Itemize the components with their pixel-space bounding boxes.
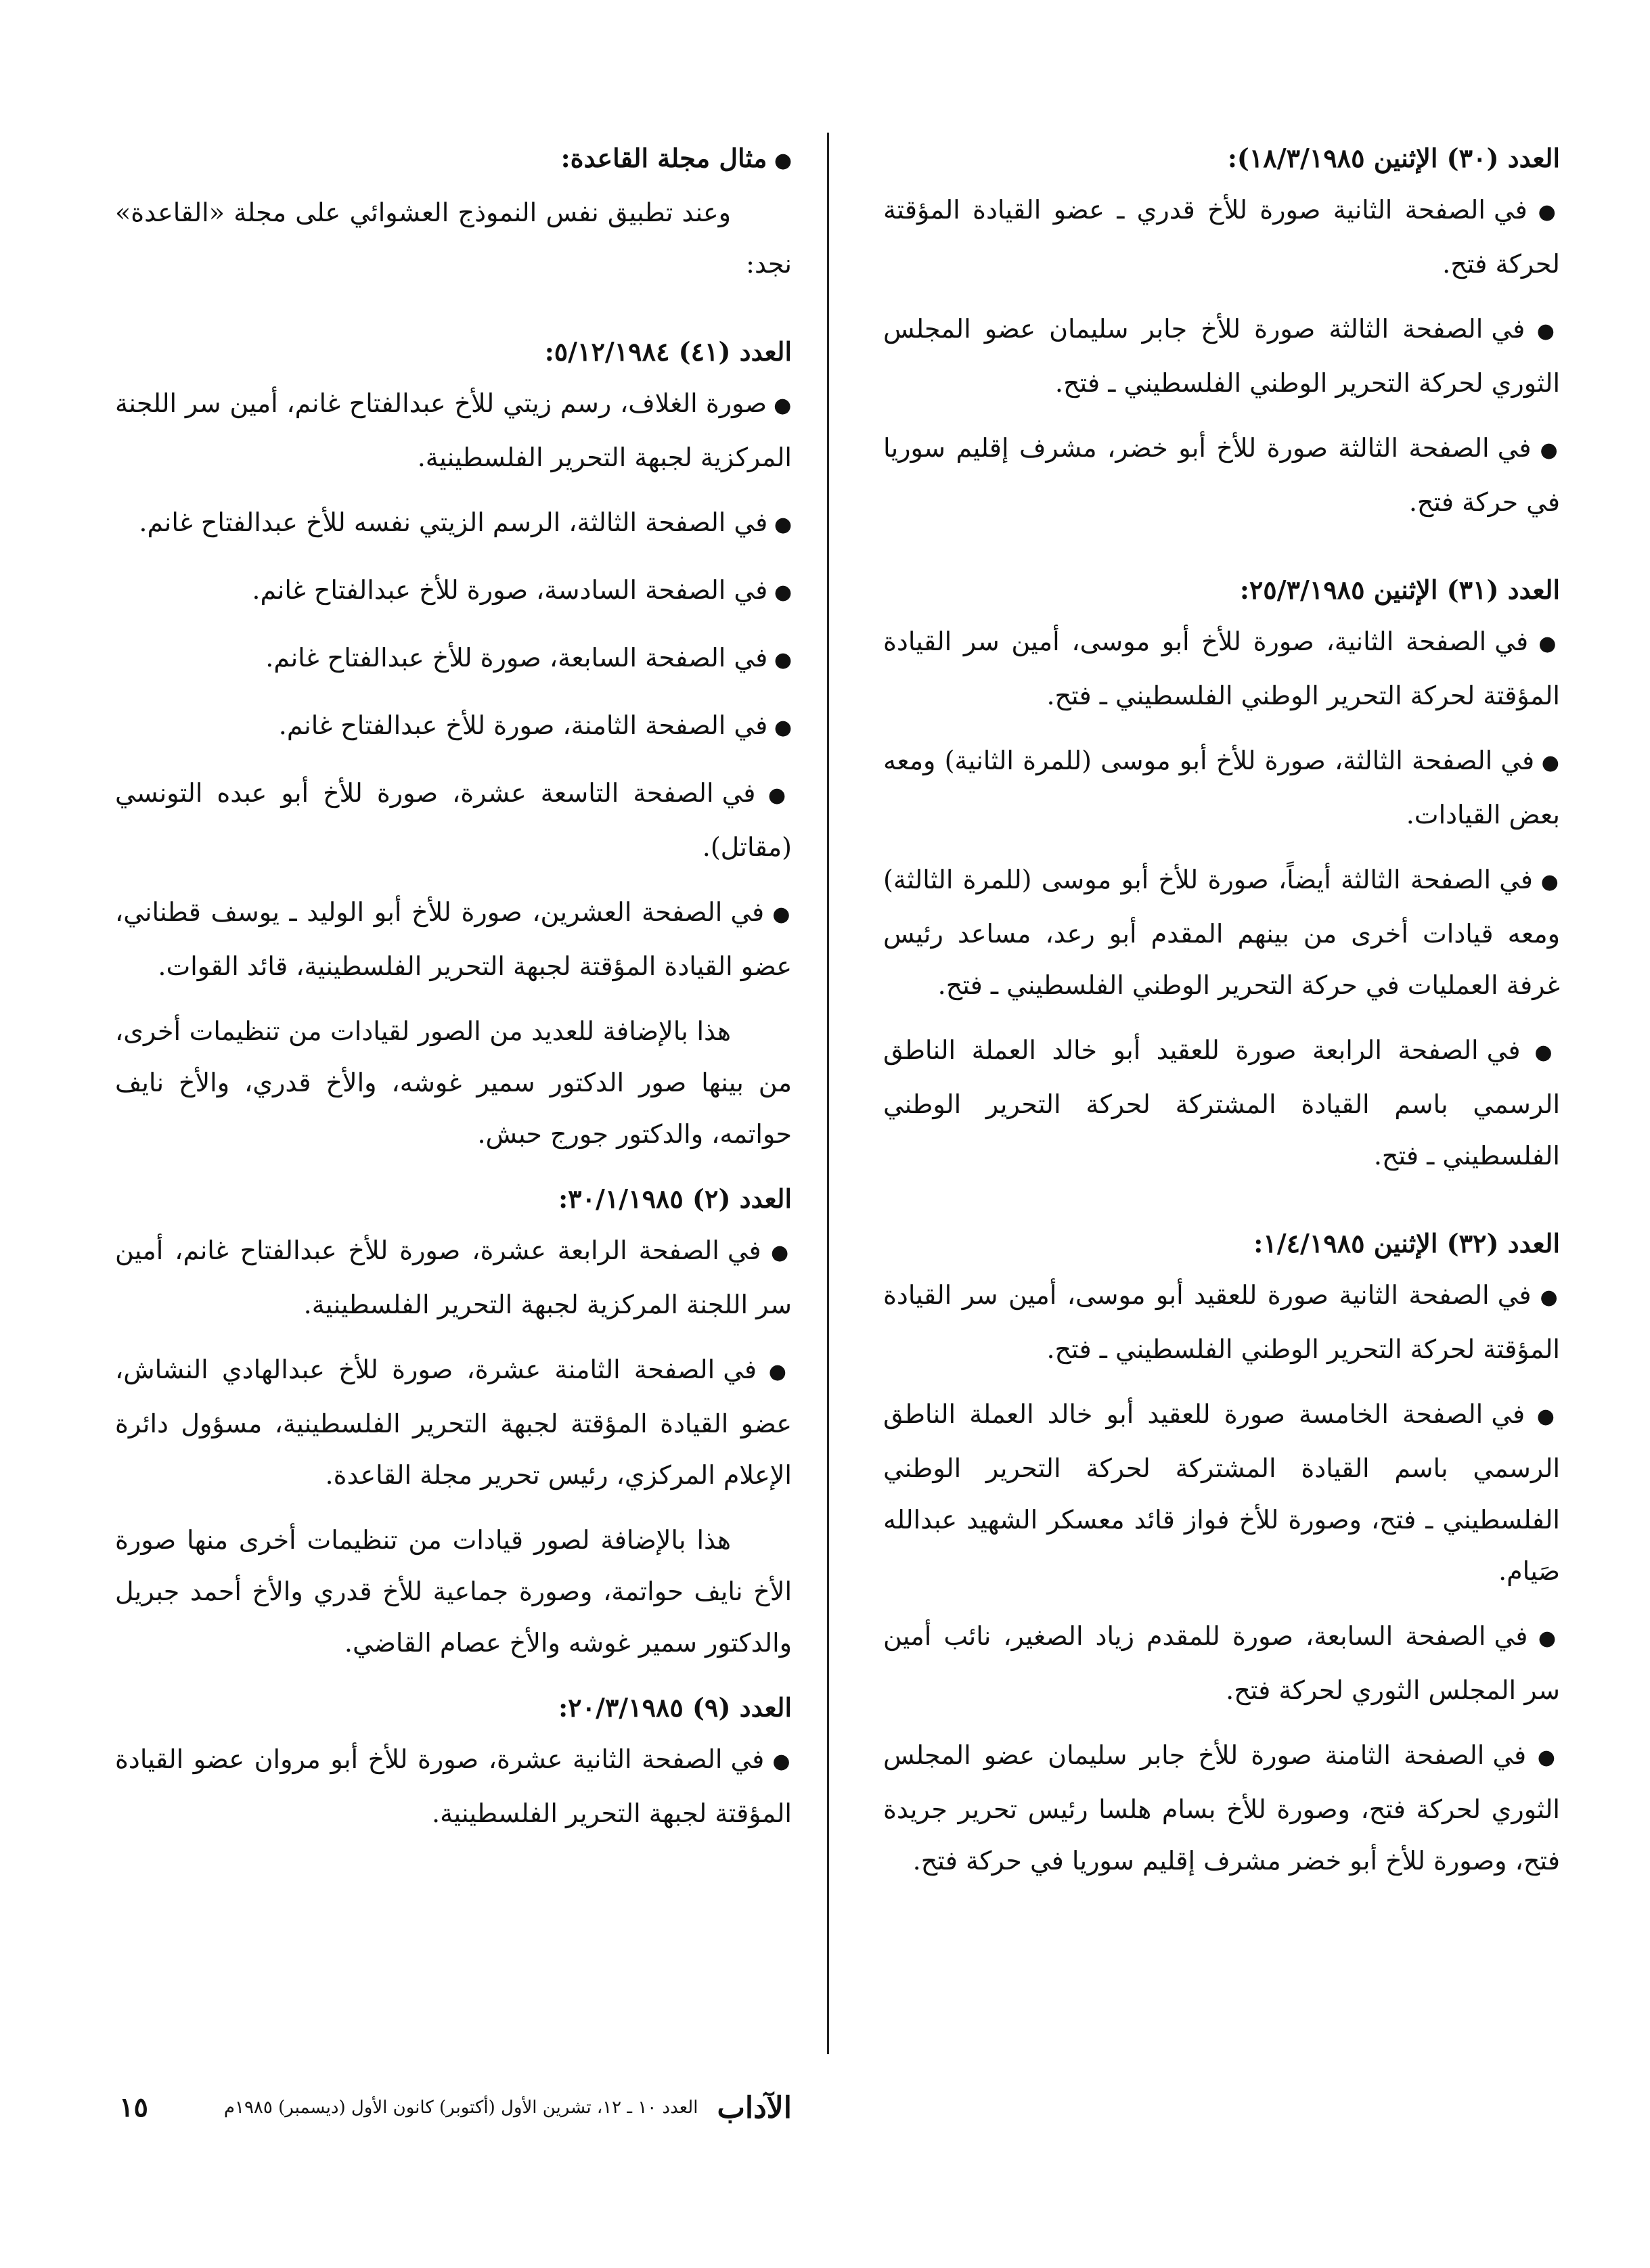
page-footer [115,2084,792,2131]
right-column [883,133,1560,2054]
note-paragraph: هذا بالإضافة للعديد من الصور لقيادات من تنظيمات أخرى، من بينها صور الدكتور سمير غوشه، والأخ قدري، والأخ نايف حواتمه، والدكتور جورج حبش. [115,1016,792,1149]
list-item: ● في الصفحة الثانية صورة للعقيد أبو موسى، أمين سر القيادة المؤقتة لحركة التحرير الوطني الفلسطيني ـ فتح. [883,1269,1560,1375]
list-item: ● في الصفحة التاسعة عشرة، صورة للأخ أبو عبده التونسي (مقاتل). [115,767,792,873]
list-item: ● صورة الغلاف، رسم زيتي للأخ عبدالفتاح غانم، أمين سر اللجنة المركزية لجبهة التحرير الفلسطينية. [115,378,792,483]
list-item: ● في الصفحة الرابعة عشرة، صورة للأخ عبدالفتاح غانم، أمين سر اللجنة المركزية لجبهة التحرير الفلسطينية. [115,1225,792,1330]
list-item: ● في الصفحة الثانية، صورة للأخ أبو موسى، أمين سر القيادة المؤقتة لحركة التحرير الوطني الفلسطيني ـ فتح. [883,616,1560,721]
note-paragraph: هذا بالإضافة لصور قيادات من تنظيمات أخرى منها صورة الأخ نايف حواتمة، وصورة جماعية للأخ قدري والأخ أحمد جبريل والدكتور سمير غوشه والأخ عصام القاضي. [115,1525,792,1658]
issue-heading: العدد (٤١) ٥/١٢/١٩٨٤: [544,336,792,367]
left-column [115,133,792,2054]
list-item: ● في الصفحة الخامسة صورة للعقيد أبو خالد العملة الناطق الرسمي باسم القيادة المشتركة لحركة التحرير الوطني الفلسطيني ـ فتح، وصورة للأخ فواز قائد معسكر الشهيد عبدالله صَيام. [883,1388,1560,1597]
issue-heading: العدد (٣٠) الإثنين ١٨/٣/١٩٨٥): [1227,143,1560,173]
list-item: ● في الصفحة الثامنة صورة للأخ جابر سليمان عضو المجلس الثوري لحركة فتح، وصورة للأخ بسام هلسا رئيس تحرير جريدة فتح، وصورة للأخ أبو خضر مشرف إقليم سوريا في حركة فتح. [883,1729,1560,1886]
intro-paragraph: وعند تطبيق نفس النموذج العشوائي على مجلة «القاعدة» نجد: [115,198,792,279]
list-item: ● في الصفحة الثانية عشرة، صورة للأخ أبو مروان عضو القيادة المؤقتة لجبهة التحرير الفلسطينية. [115,1733,792,1839]
column-divider [827,133,829,2054]
issue-heading: العدد (٩) ٢٠/٣/١٩٨٥: [558,1692,792,1723]
list-item: ● في الصفحة الثالثة، الرسم الزيتي نفسه للأخ عبدالفتاح غانم. [115,497,792,551]
issue-info: العدد ١٠ ـ ١٢، تشرين الأول (أكتوبر) كانون الأول (ديسمبر) ١٩٨٥م [223,2097,698,2118]
issue-heading: العدد (٣١) الإثنين ٢٥/٣/١٩٨٥: [1239,574,1560,605]
issue-heading: العدد (٣٢) الإثنين ١/٤/١٩٨٥: [1253,1228,1560,1258]
list-item: ● في الصفحة الثامنة عشرة، صورة للأخ عبدالهادي النشاش، عضو القيادة المؤقتة لجبهة التحرير الفلسطينية، مسؤول دائرة الإعلام المركزي، رئيس تحرير مجلة القاعدة. [115,1344,792,1501]
page-number: ١٥ [119,2091,148,2123]
list-item: ● في الصفحة الثالثة، صورة للأخ أبو موسى (للمرة الثانية) ومعه بعض القيادات. [883,735,1560,840]
list-item: ● في الصفحة السابعة، صورة للأخ عبدالفتاح غانم. [115,632,792,686]
list-item: ● في الصفحة العشرين، صورة للأخ أبو الوليد ـ يوسف قطناني، عضو القيادة المؤقتة لجبهة التحرير الفلسطينية، قائد القوات. [115,886,792,992]
list-item: ● في الصفحة الثالثة صورة للأخ جابر سليمان عضو المجلس الثوري لحركة التحرير الوطني الفلسطيني ـ فتح. [883,303,1560,409]
magazine-name: الآداب [717,2090,792,2125]
list-item: ● في الصفحة الرابعة صورة للعقيد أبو خالد العملة الناطق الرسمي باسم القيادة المشتركة لحركة التحرير الوطني الفلسطيني ـ فتح. [883,1024,1560,1181]
list-item: ● في الصفحة السادسة، صورة للأخ عبدالفتاح غانم. [115,564,792,618]
issue-heading: العدد (٢) ٣٠/١/١٩٨٥: [558,1183,792,1214]
list-item: ● في الصفحة الثالثة أيضاً، صورة للأخ أبو موسى (للمرة الثالثة) ومعه قيادات أخرى من بينهم المقدم أبو رعد، مساعد رئيس غرفة العمليات في حركة التحرير الوطني الفلسطيني ـ فتح. [883,854,1560,1011]
list-item: ● في الصفحة السابعة، صورة للمقدم زياد الصغير، نائب أمين سر المجلس الثوري لحركة فتح. [883,1610,1560,1716]
list-item: ● في الصفحة الثالثة صورة للأخ أبو خضر، مشرف إقليم سوريا في حركة فتح. [883,422,1560,528]
list-item: ● في الصفحة الثانية صورة للأخ قدري ـ عضو القيادة المؤقتة لحركة فتح. [883,184,1560,290]
list-item: ● في الصفحة الثامنة، صورة للأخ عبدالفتاح غانم. [115,700,792,754]
section-title: ● مثال مجلة القاعدة: [115,133,792,187]
